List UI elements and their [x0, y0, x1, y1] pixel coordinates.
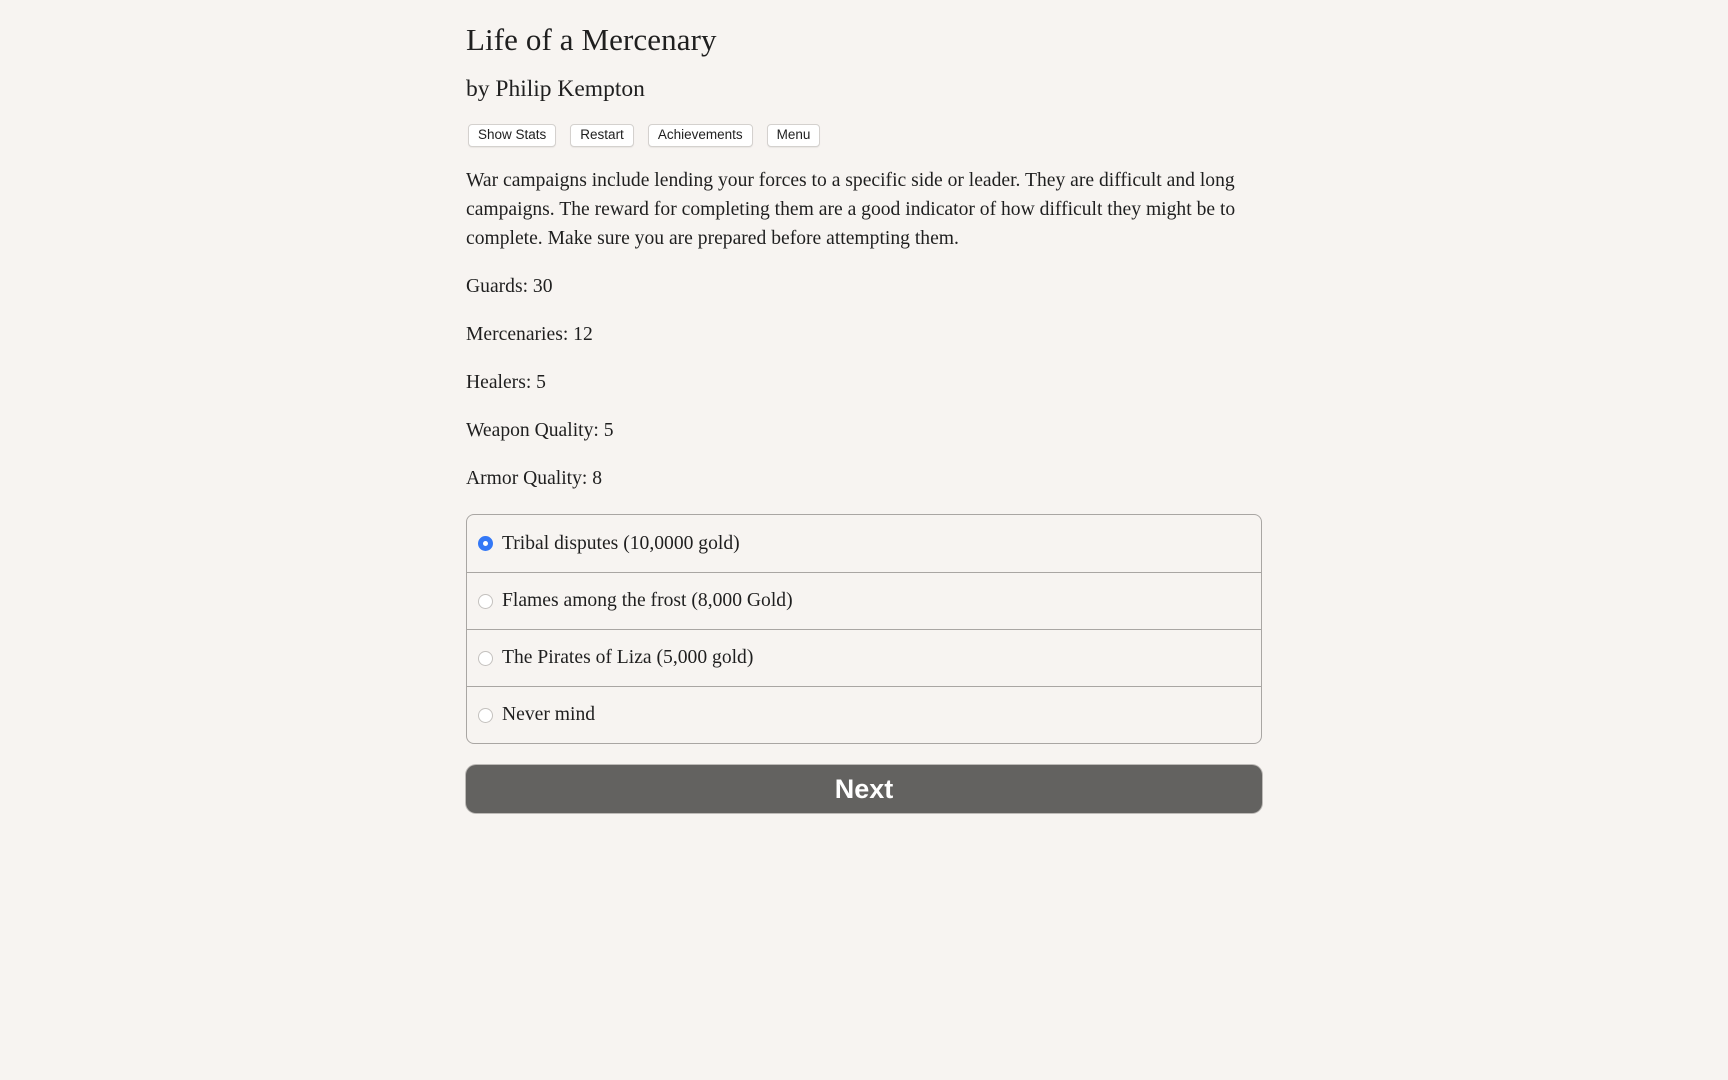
- stat-mercenaries: Mercenaries: 12: [466, 324, 593, 345]
- choice-option[interactable]: [467, 686, 1261, 743]
- toolbar: [468, 124, 820, 147]
- radio-unselected-icon[interactable]: [478, 651, 493, 666]
- choice-list: [466, 514, 1262, 744]
- stat-weapon-quality: Weapon Quality: 5: [466, 420, 614, 441]
- story-paragraph: War campaigns include lending your forces to a specific side or leader. They are difficult and long campaigns. The reward for completing them are a good indicator of how difficult they might be to complete. Make sure you are prepared before attempting them.: [466, 170, 1236, 249]
- radio-unselected-icon[interactable]: [478, 594, 493, 609]
- radio-selected-icon[interactable]: [478, 536, 493, 551]
- restart-button[interactable]: Restart: [570, 124, 634, 147]
- choice-label: Tribal disputes (10,0000 gold): [502, 532, 740, 554]
- radio-unselected-icon[interactable]: [478, 708, 493, 723]
- choice-option[interactable]: [467, 572, 1261, 629]
- stat-armor-quality: Armor Quality: 8: [466, 468, 603, 489]
- stat-guards: Guards: 30: [466, 276, 553, 297]
- author-byline: by Philip Kempton: [466, 76, 645, 102]
- choice-label: Never mind: [502, 704, 596, 725]
- game-title: Life of a Mercenary: [466, 22, 717, 57]
- choice-option[interactable]: [467, 515, 1261, 572]
- menu-button[interactable]: Menu: [767, 124, 821, 147]
- choice-option[interactable]: [467, 629, 1261, 686]
- choice-label: The Pirates of Liza (5,000 gold): [502, 647, 754, 668]
- stat-healers: Healers: 5: [466, 372, 546, 393]
- show-stats-button[interactable]: Show Stats: [468, 124, 556, 147]
- choice-label: Flames among the frost (8,000 Gold): [502, 590, 793, 611]
- achievements-button[interactable]: Achievements: [648, 124, 753, 147]
- next-button[interactable]: Next: [466, 765, 1262, 813]
